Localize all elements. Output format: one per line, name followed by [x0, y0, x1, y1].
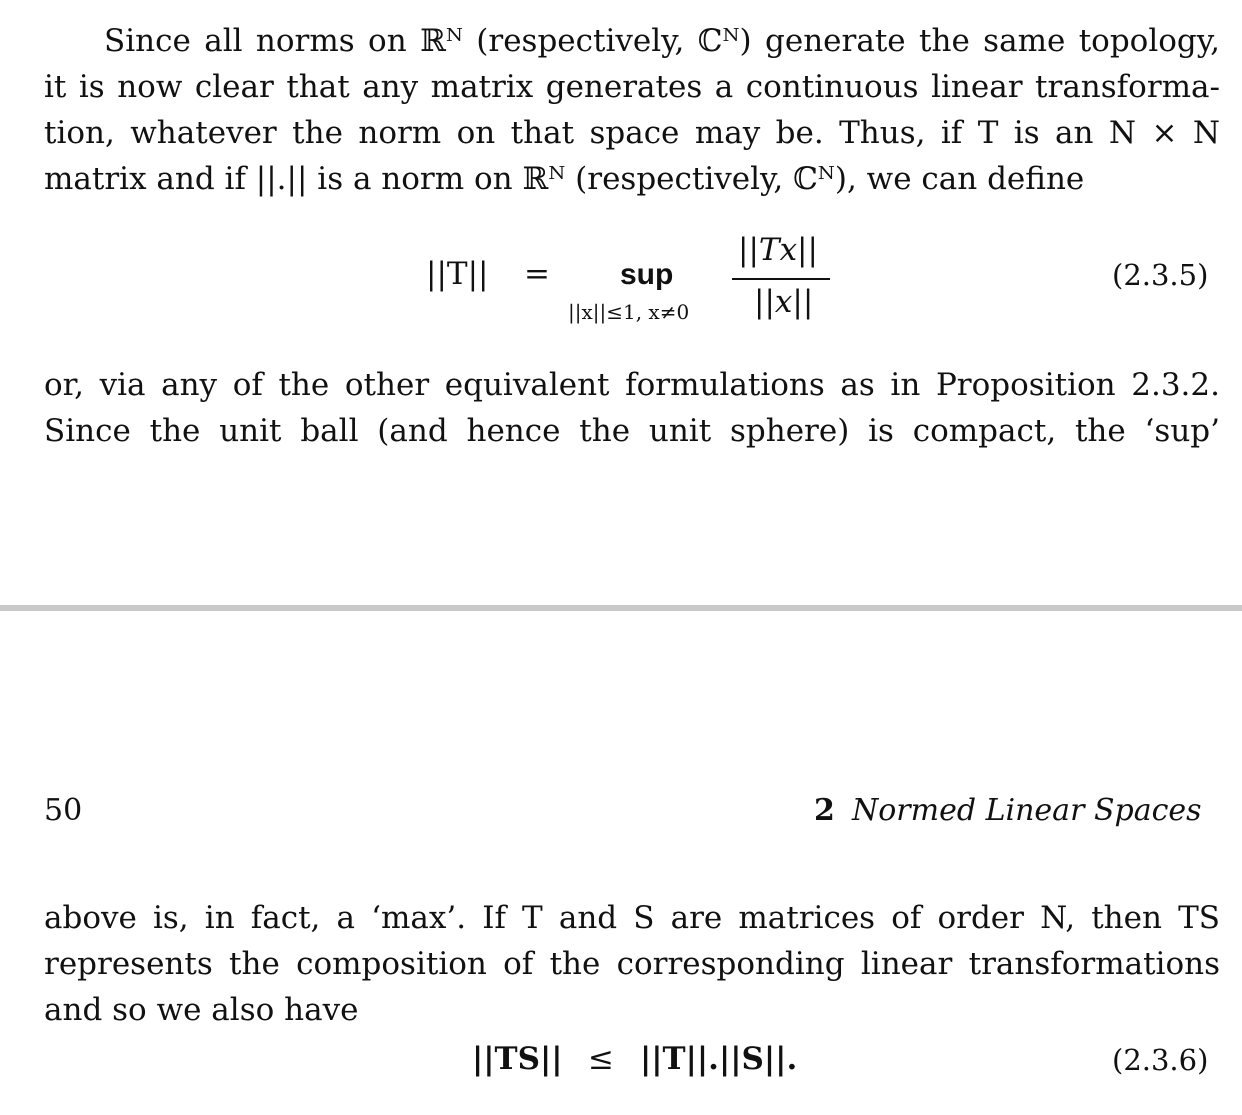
equation-equals: =	[524, 256, 550, 292]
equation-lhs: ||T||	[426, 256, 489, 292]
chapter-number: 2	[814, 793, 835, 828]
paragraph-line-6: Since the unit ball (and hence the unit sphere) is compact, the ‘sup’	[44, 413, 1220, 449]
paragraph-line-5: or, via any of the other equivalent formulations as in Proposition 2.3.2.	[44, 367, 1220, 403]
equation-subscript: ||x||≤1, x≠0	[568, 300, 690, 324]
lower-page	[0, 611, 1242, 1115]
fraction-bar	[732, 278, 830, 280]
equation-2-leq: ≤	[588, 1041, 614, 1077]
paragraph-line-1: Since all norms on ℝᴺ (respectively, ℂᴺ) generate the same topology,	[104, 23, 1220, 59]
paragraph-line-2: it is now clear that any matrix generates a continuous linear transforma-	[44, 69, 1220, 105]
equation-numerator: ||Tx||	[738, 232, 818, 268]
paragraph-line-9: and so we also have	[44, 992, 359, 1028]
equation-sup: sup	[620, 258, 674, 291]
paragraph-line-8: represents the composition of the corresponding linear transformations	[44, 946, 1220, 982]
page-number: 50	[44, 793, 83, 828]
equation-2-rhs: ||T||.||S||.	[640, 1041, 798, 1077]
equation-denominator: ||x||	[754, 284, 814, 320]
equation-number-2-3-5: (2.3.5)	[1112, 258, 1209, 292]
equation-number-2-3-6: (2.3.6)	[1112, 1043, 1209, 1077]
equation-2-lhs: ||TS||	[472, 1041, 563, 1077]
paragraph-line-7: above is, in fact, a ‘max’. If T and S are matrices of order N, then TS	[44, 900, 1220, 936]
paragraph-line-4: matrix and if ||.|| is a norm on ℝᴺ (respectively, ℂᴺ), we can define	[44, 161, 1085, 197]
chapter-title: Normed Linear Spaces	[852, 793, 1202, 828]
paragraph-line-3: tion, whatever the norm on that space may be. Thus, if T is an N × N	[44, 115, 1220, 151]
